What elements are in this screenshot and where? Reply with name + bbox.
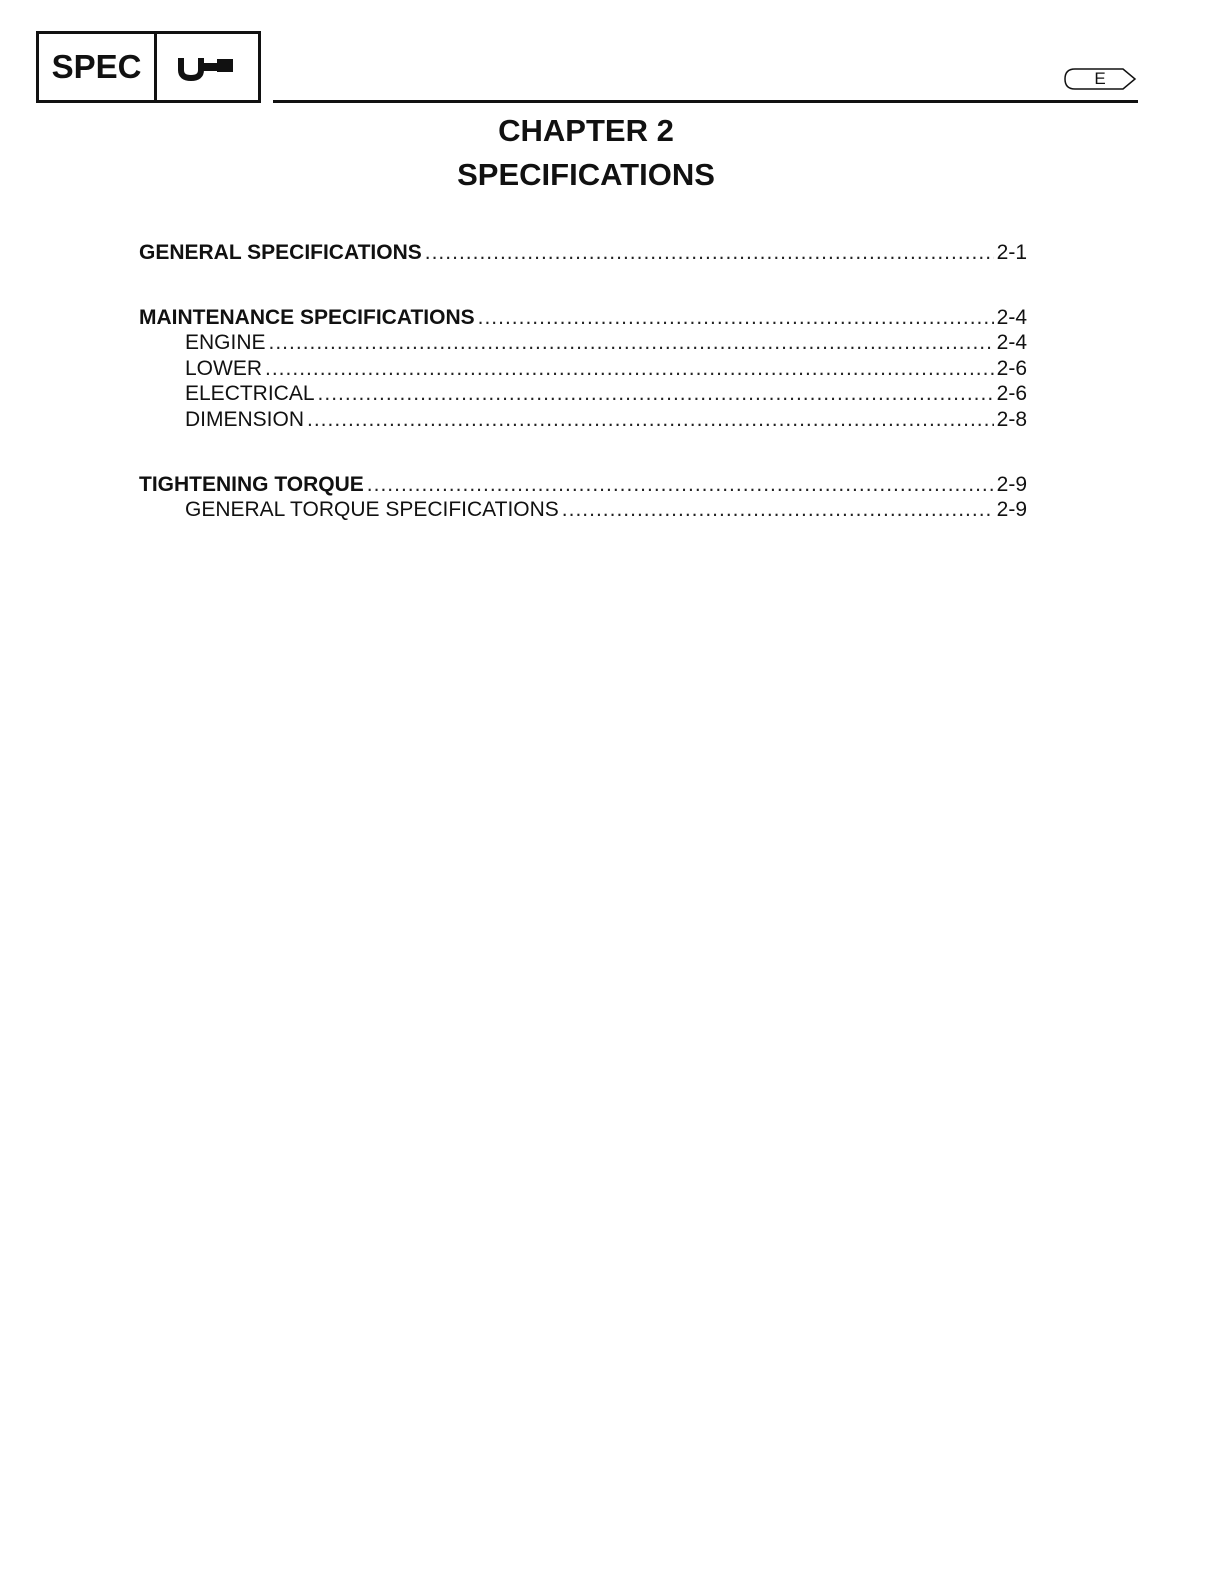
toc-entry-tightening-torque[interactable] <box>139 472 1027 498</box>
toc-entry-engine[interactable] <box>139 330 1027 356</box>
toc-label: GENERAL TORQUE SPECIFICATIONS <box>185 498 559 522</box>
toc-label: GENERAL SPECIFICATIONS <box>139 241 422 264</box>
language-marker <box>1063 67 1137 91</box>
toc-entry-maintenance-specifications[interactable] <box>139 305 1027 331</box>
toc-page: 2-4 <box>996 331 1027 355</box>
toc-label: TIGHTENING TORQUE <box>139 472 364 496</box>
toc-label: ELECTRICAL <box>185 382 315 406</box>
toc-label: ENGINE <box>185 331 266 355</box>
toc-leader <box>425 240 994 266</box>
toc-leader <box>367 472 994 498</box>
toc-label: LOWER <box>185 356 263 380</box>
toc-label: MAINTENANCE SPECIFICATIONS <box>139 305 475 329</box>
toc-page: 2-6 <box>996 356 1027 380</box>
toc-label: DIMENSION <box>185 407 305 431</box>
chapter-title: SPECIFICATIONS <box>457 157 715 192</box>
toc-leader <box>269 330 994 356</box>
toc-entry-lower[interactable] <box>139 356 1027 382</box>
badge-label: SPEC <box>39 34 157 100</box>
table-of-contents <box>139 240 1027 523</box>
chapter-number: CHAPTER 2 <box>498 113 674 148</box>
toc-entry-general-torque-specifications[interactable] <box>139 497 1027 523</box>
toc-page: 2-8 <box>996 407 1027 431</box>
toc-entry-electrical[interactable] <box>139 381 1027 407</box>
toc-leader <box>265 356 994 382</box>
toc-page: 2-9 <box>996 498 1027 522</box>
caliper-icon <box>157 34 258 100</box>
toc-page: 2-4 <box>996 305 1027 329</box>
toc-page: 2-6 <box>996 382 1027 406</box>
toc-entry-general-specifications[interactable] <box>139 240 1027 266</box>
toc-leader <box>478 305 994 331</box>
toc-entry-dimension[interactable] <box>139 407 1027 433</box>
header-rule <box>273 100 1138 103</box>
language-letter: E <box>1094 69 1106 88</box>
toc-page: 2-9 <box>996 472 1027 496</box>
toc-page: 2-1 <box>996 241 1027 264</box>
toc-leader <box>307 407 994 433</box>
toc-leader <box>318 381 994 407</box>
toc-leader <box>562 497 994 523</box>
chapter-badge <box>36 31 261 103</box>
